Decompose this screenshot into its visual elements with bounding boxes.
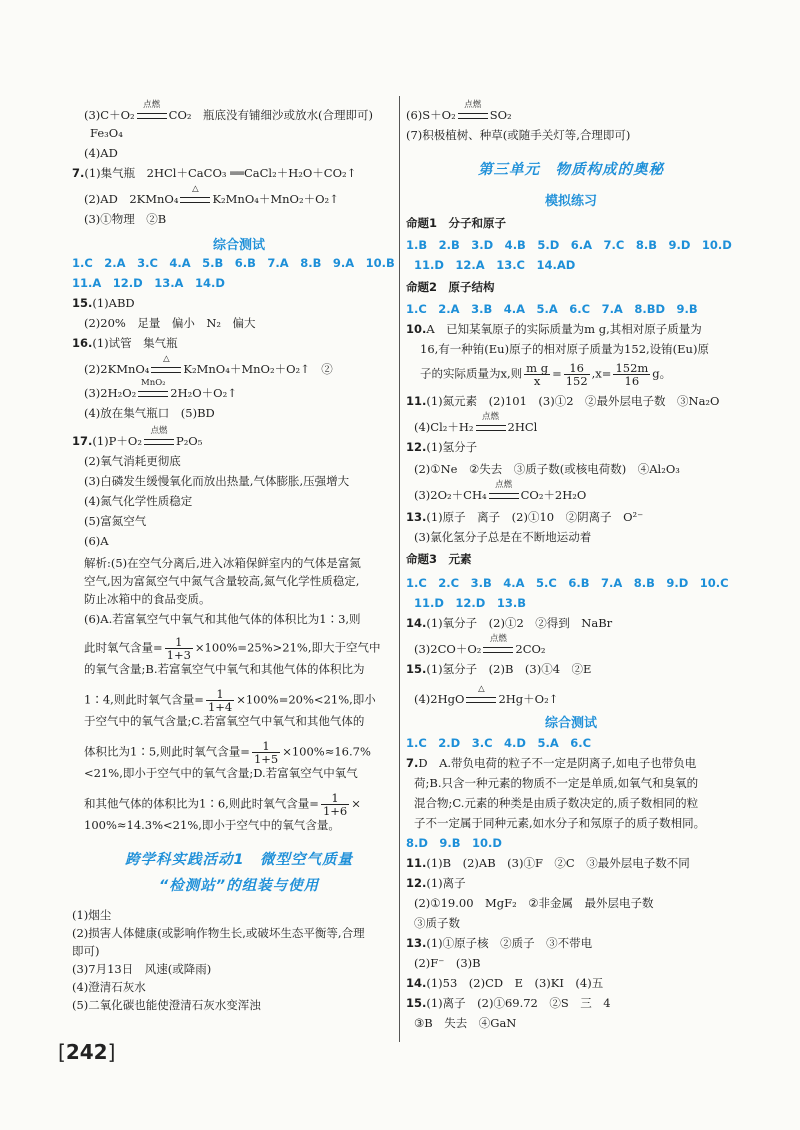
answer-key-row: 1.C 2.A 3.B 4.A 5.A 6.C 7.A 8.BD 9.B — [406, 302, 698, 316]
answer-key-row: 1.C 2.C 3.B 4.A 5.C 6.B 7.A 8.B 9.D 10.C — [406, 576, 729, 590]
answer-line: (2)氧气消耗更彻底 — [84, 454, 181, 468]
answer-line: (5)富氮空气 — [84, 514, 147, 528]
answer-line: 14.(1)53 (2)CD E (3)KI (4)五 — [406, 976, 604, 990]
fraction: $\frac{1}{1+5}$ — [253, 739, 279, 766]
answer-line: (6)S＋O₂ 点燃 SO₂ — [406, 100, 512, 122]
fraction: $\frac{152m}{16}$ — [615, 361, 649, 388]
page-number: [ 242 ] — [58, 1040, 115, 1064]
answer-line: 11.(1)氮元素 (2)101 (3)①2 ②最外层电子数 ③Na₂O — [406, 394, 720, 408]
answer-key-row: 1.C 2.D 3.C 4.D 5.A 6.C — [406, 736, 592, 750]
answer-line: (3)7月13日 风速(或降雨) — [72, 962, 212, 976]
answer-line: 7.D A.带负电荷的粒子不一定是阴离子,如电子也带负电 — [406, 756, 697, 770]
answer-line: (2)2KMnO₄ △ K₂MnO₄＋MnO₂＋O₂↑ ② — [84, 354, 333, 376]
topic-title: 命题2 原子结构 — [406, 280, 495, 294]
answer-line: 16,有一种铕(Eu)原子的相对原子质量为152,设铕(Eu)原 — [420, 342, 709, 356]
answer-line: 混合物;C.元素的种类是由质子数决定的,质子数相同的粒 — [414, 796, 699, 810]
answer-line: (6)A — [84, 534, 109, 548]
answer-line: (4)Cl₂＋H₂ 点燃 2HCl — [414, 412, 538, 434]
answer-key-row: 11.A 12.D 13.A 14.D — [72, 276, 225, 290]
answer-line: 13.(1)原子 离子 (2)①10 ②阴离子 O²⁻ — [406, 510, 644, 524]
answer-line: (3)2O₂＋CH₄ 点燃 CO₂＋2H₂O — [414, 480, 587, 502]
topic-title: 命题1 分子和原子 — [406, 216, 507, 230]
answer-line: (3)C＋O₂ 点燃 CO₂ 瓶底没有铺细沙或放水(合理即可) — [84, 100, 373, 122]
answer-line: (4)放在集气瓶口 (5)BD — [84, 406, 215, 420]
explanation-line: 和其他气体的体积比为1∶6,则此时氧气含量= $\frac{1}{1+6}$ × — [84, 791, 361, 818]
explanation-line: 体积比为1∶5,则此时氧气含量= $\frac{1}{1+5}$ ×100%≈16.7% — [84, 739, 371, 766]
answer-line: (4)AD — [84, 146, 118, 160]
answer-line: (2)损害人体健康(或影响作物生长,或破坏生态平衡等,合理 — [72, 926, 365, 940]
explanation-line: 此时氧气含量= $\frac{1}{1+3}$ ×100%=25%>21%,即大于空气中 — [84, 635, 381, 662]
fraction: $\frac{1}{1+4}$ — [207, 687, 233, 714]
answer-line: (2)20% 足量 偏小 N₂ 偏大 — [84, 316, 256, 330]
answer-line: (2)AD 2KMnO₄ △ K₂MnO₄＋MnO₂＋O₂↑ — [84, 184, 339, 206]
section-heading: “检测站”的组装与使用 — [158, 878, 320, 894]
fraction: $\frac{16}{152}$ — [565, 361, 588, 388]
answer-line: 13.(1)①原子核 ②质子 ③不带电 — [406, 936, 593, 950]
answer-line: 15.(1)ABD — [72, 296, 135, 310]
answer-line: ③B 失去 ④GaN — [414, 1016, 517, 1030]
answer-line: 即可) — [72, 944, 100, 958]
answer-key-row: 11.D 12.A 13.C 14.AD — [414, 258, 576, 272]
answer-line: (3)白磷发生缓慢氧化而放出热量,气体膨胀,压强增大 — [84, 474, 350, 488]
answer-key-row: 1.C 2.A 3.C 4.A 5.B 6.B 7.A 8.B 9.A 10.B — [72, 256, 395, 270]
answer-line: 荷;B.只含一种元素的物质不一定是单质,如氧气和臭氧的 — [414, 776, 699, 790]
explanation-line: 1∶4,则此时氧气含量= $\frac{1}{1+4}$ ×100%=20%<21%,即小 — [84, 687, 376, 714]
answer-key-row: 8.D 9.B 10.D — [406, 836, 502, 850]
explanation-line: 的氧气含量;B.若富氧空气中氧气和其他气体的体积比为 — [84, 662, 365, 676]
answer-line: (3)氯化氢分子总是在不断地运动着 — [414, 530, 592, 544]
answer-line: 子不一定属于同种元素,如水分子和氖原子的质子数相同。 — [414, 816, 706, 830]
fraction: $\frac{1}{1+3}$ — [166, 635, 191, 662]
answer-line: 17.(1)P＋O₂ 点燃 P₂O₅ — [72, 426, 203, 448]
answer-line: (4)2HgO △ 2Hg＋O₂↑ — [414, 684, 559, 706]
answer-line: 12.(1)离子 — [406, 876, 466, 890]
topic-title: 命题3 元素 — [406, 552, 472, 566]
answer-line: (7)积极植树、种草(或随手关灯等,合理即可) — [406, 128, 631, 142]
section-heading: 综合测试 — [544, 716, 597, 731]
explanation-line: 解析:(5)在空气分离后,进入冰箱保鲜室内的气体是富氮 — [84, 556, 361, 570]
answer-line: (3)2H₂O₂ MnO₂ 2H₂O＋O₂↑ — [84, 378, 237, 400]
answer-line: 15.(1)离子 (2)①69.72 ②S 三 4 — [406, 996, 611, 1010]
explanation-line: 于空气中的氧气含量;C.若富氧空气中氧气和其他气体的 — [84, 714, 365, 728]
fraction: $\frac{\text{m g}}{x}$ — [526, 361, 549, 388]
answer-line: (2)①19.00 MgF₂ ②非金属 最外层电子数 — [414, 896, 654, 910]
answer-line: (4)氮气化学性质稳定 — [84, 494, 193, 508]
explanation-line: 空气,因为富氮空气中氮气含量较高,氮气化学性质稳定, — [84, 574, 360, 588]
explanation-line: (6)A.若富氧空气中氧气和其他气体的体积比为1∶3,则 — [84, 612, 361, 626]
answer-key-row: 1.B 2.B 3.D 4.B 5.D 6.A 7.C 8.B 9.D 10.D — [406, 238, 732, 252]
answer-line: (2)①Ne ②失去 ③质子数(或核电荷数) ④Al₂O₃ — [414, 462, 680, 476]
answer-line: ③质子数 — [414, 916, 460, 930]
explanation-line: <21%,即小于空气中的氧气含量;D.若富氧空气中氧气 — [84, 766, 358, 780]
answer-line: (3)①物理 ②B — [84, 212, 167, 226]
explanation-line: 防止冰箱中的食品变质。 — [84, 592, 211, 606]
section-heading: 跨学科实践活动1 微型空气质量 — [124, 852, 354, 868]
answer-line: (5)二氧化碳也能使澄清石灰水变浑浊 — [72, 998, 261, 1012]
section-heading: 模拟练习 — [544, 194, 597, 209]
answer-line: 10.A 已知某氧原子的实际质量为m g,其相对原子质量为 — [406, 322, 702, 336]
answer-line: (3)2CO＋O₂ 点燃 2CO₂ — [414, 634, 546, 656]
answer-line: 12.(1)氢分子 — [406, 440, 478, 454]
answer-line: (4)澄清石灰水 — [72, 980, 146, 994]
answer-line: 子的实际质量为x,则 $\frac{\text{m g}}{x}$ = $\frac{16}{152}$ ,x= $\frac{152m}{16}$ g。 — [420, 361, 672, 388]
answer-line: 16.(1)试管 集气瓶 — [72, 336, 178, 350]
answer-line: 15.(1)氢分子 (2)B (3)①4 ②E — [406, 662, 592, 676]
answer-line: 14.(1)氧分子 (2)①2 ②得到 NaBr — [406, 616, 613, 630]
column-divider — [399, 96, 400, 1042]
answer-line: 7.(1)集气瓶 2HCl＋CaCO₃ ══CaCl₂＋H₂O＋CO₂↑ — [72, 166, 357, 180]
answer-line: (2)F⁻ (3)B — [414, 956, 481, 970]
explanation-line: 100%≈14.3%<21%,即小于空气中的氧气含量。 — [84, 818, 340, 832]
unit-heading: 第三单元 物质构成的奥秘 — [478, 162, 664, 178]
fraction: $\frac{1}{1+6}$ — [322, 791, 348, 818]
answer-key-row: 11.D 12.D 13.B — [414, 596, 526, 610]
answer-line: Fe₃O₄ — [90, 126, 123, 140]
answer-line: (1)烟尘 — [72, 908, 112, 922]
answer-line: 11.(1)B (2)AB (3)①F ②C ③最外层电子数不同 — [406, 856, 690, 870]
section-heading: 综合测试 — [212, 238, 265, 253]
